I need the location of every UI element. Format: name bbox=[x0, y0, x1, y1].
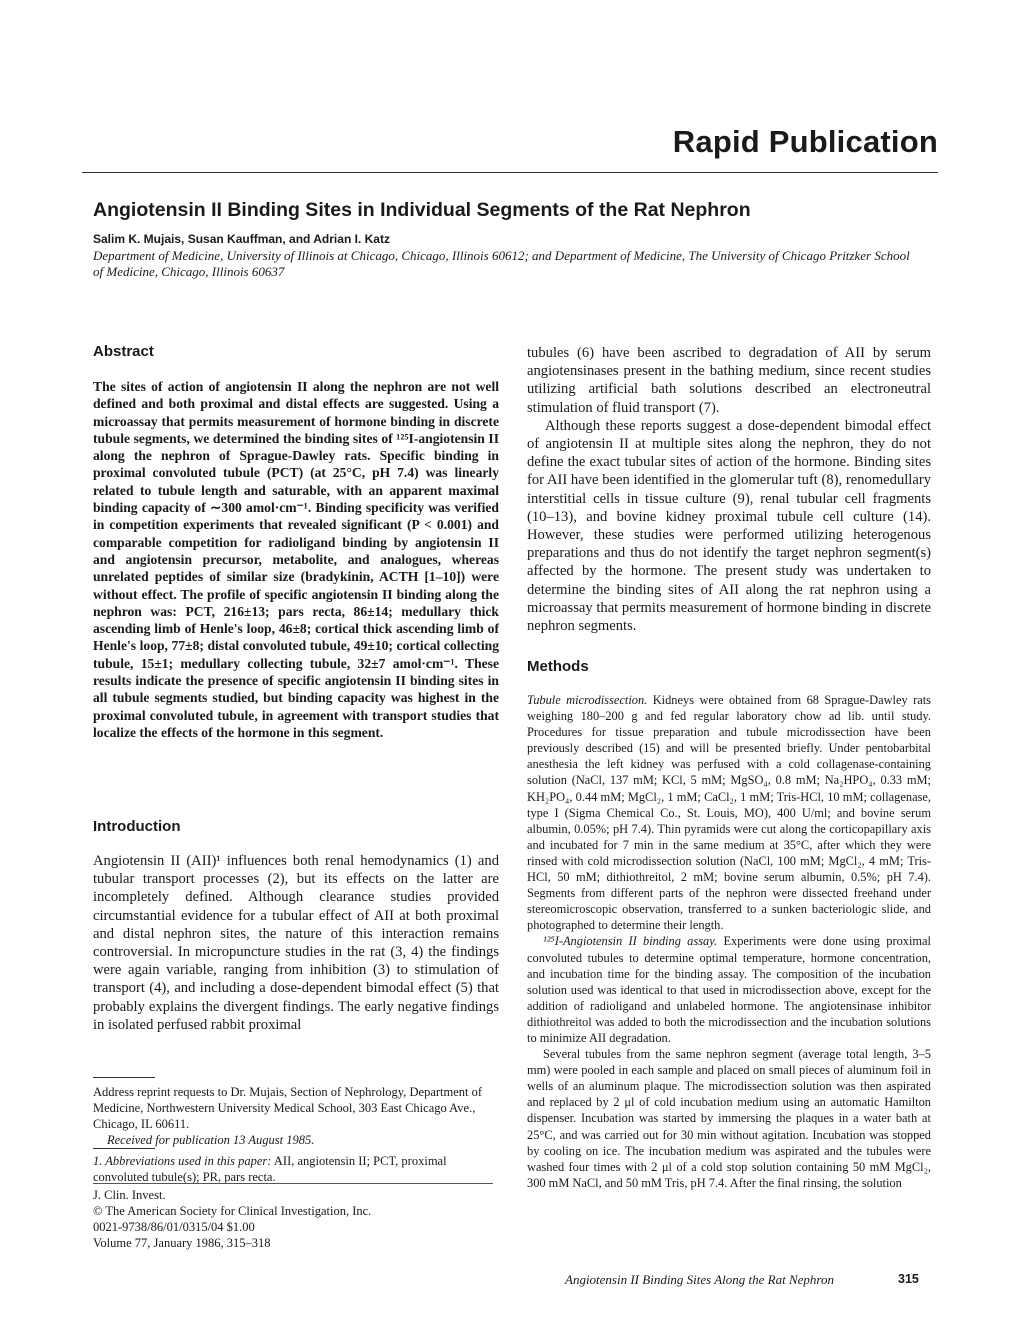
methods-subhead-binding-assay: ¹²⁵I-Angiotensin II binding assay. bbox=[543, 934, 718, 949]
article-title: Angiotensin II Binding Sites in Individual Segments of the Rat Nephron bbox=[93, 199, 751, 221]
right-intro-body bbox=[527, 344, 931, 635]
footnote-abbrev-label: 1. Abbreviations used in this paper: bbox=[93, 1154, 272, 1168]
footnote-short-rule bbox=[93, 1077, 155, 1078]
footnote-reprint: Address reprint requests to Dr. Mujais, Section of Nephrology, Department of Medicine, Northwestern University Medical School, 303 East Chicago Ave., Chicago, IL 60611. bbox=[93, 1085, 483, 1131]
journal-copyright: © The American Society for Clinical Investigation, Inc. bbox=[93, 1204, 372, 1218]
journal-name: J. Clin. Invest. bbox=[93, 1188, 166, 1202]
methods-paragraph-2 bbox=[527, 933, 931, 1046]
methods-paragraph-1 bbox=[527, 692, 931, 933]
abstract-text: The sites of action of angiotensin II along the nephron are not well defined and both proximal and distal effects are suggested. Using a microassay that permits measurement of hormone binding in discrete tubule segments, we determined the binding sites of ¹²⁵I-angiotensin II along the nephron of Sprague-Dawley rats. Specific binding in proximal convoluted tubule (PCT) (at 25°C, pH 7.4) was linearly related to tubule length and saturable, with an apparent maximal binding capacity of ∼300 amol·cm⁻¹. Binding specificity was verified in competition experiments that revealed significant (P < 0.001) and comparable competition for radioligand binding by angiotensin II and angiotensin precursor, metabolite, and analogues, whereas unrelated peptides of similar size (bradykinin, ACTH [1–10]) were without effect. The profile of specific angiotensin II binding along the nephron was: PCT, 216±13; pars recta, 86±14; medullary thick ascending limb of Henle's loop, 46±8; cortical thick ascending limb of Henle's loop, 77±8; distal convoluted tubule, 49±10; cortical collecting tubule, 15±1; medullary collecting tubule, 32±7 amol·cm⁻¹. These results indicate the presence of specific angiotensin II binding sites in all tubule segments studied, but binding capacity was highest in the proximal convoluted tubule, in agreement with transport studies that localize the effects of the hormone in this segment. bbox=[93, 379, 499, 740]
footnote-short-rule-2 bbox=[93, 1148, 155, 1149]
abstract-body bbox=[93, 378, 499, 741]
journal-volume: Volume 77, January 1986, 315–318 bbox=[93, 1236, 271, 1250]
methods-text-1: Kidneys were obtained from 68 Sprague-Dawley rats weighing 180–200 g and fed regular laboratory chow ad lib. until study. Procedures for tissue preparation and tubule microdissection have been previously described (15) and will be presented briefly. Under pentobarbital anesthesia the left kidney was perfused with a cold collagenase-containing solution (NaCl, 137 mM; KCl, 5 mM; MgSO₄, 0.8 mM; Na₂HPO₄, 0.33 mM; KH₂PO₄, 0.44 mM; MgCl₂, 1 mM; CaCl₂, 1 mM; Tris-HCl, 10 mM; collagenase, type I (Sigma Chemical Co., St. Louis, MO), 400 U/ml; and bovine serum albumin, 0.05%; pH 7.4). Thin pyramids were cut along the corticopapillary axis and incubated for 7 min in the same medium at 35°C, after which they were rinsed with cold microdissection solution (NaCl, 100 mM; MgCl₂, 4 mM; Tris-HCl, 50 mM; dithiothreitol, 2 mM; bovine serum albumin, 0.5%; pH 7.4). Segments from different parts of the nephron were dissected freehand under stereomicroscopic observation, transferred to a sunken bacteriologic slide, and photographed to determine their length. bbox=[527, 693, 931, 933]
footnote-abbreviations bbox=[93, 1153, 499, 1185]
introduction-heading bbox=[93, 818, 499, 835]
methods-heading-text: Methods bbox=[527, 658, 589, 675]
footnote-reprint-block bbox=[93, 1084, 499, 1148]
header-rule bbox=[82, 172, 938, 173]
intro-continued-paragraph: tubules (6) have been ascribed to degradation of AII by serum angiotensinases present in the bathing medium, since recent studies utilizing artificial bath solutions described an electroneutral stimulation of fluid transport (7). bbox=[527, 345, 931, 416]
abstract-heading bbox=[93, 343, 499, 360]
methods-heading bbox=[527, 658, 931, 675]
abstract-heading-text: Abstract bbox=[93, 343, 154, 360]
methods-text-2: Experiments were done using proximal convoluted tubules to determine optimal temperature, hormone concentration, and incubation time for the binding assay. The composition of the incubation solution used was identical to that used in microdissection above, except for the addition of radioligand and unlabeled hormone. The angiotensinase inhibitor dithiothreitol was added to both the microdissection and the incubation solutions to minimize AII degradation. bbox=[527, 934, 931, 1045]
methods-subhead-microdissection: Tubule microdissection. bbox=[527, 693, 648, 707]
page-number: 315 bbox=[898, 1272, 919, 1286]
article-affiliation: Department of Medicine, University of Illinois at Chicago, Chicago, Illinois 60612; and Department of Medicine, The University of Chicago Pritzker School of Medicine, Chicago, Illinois 60637 bbox=[93, 248, 910, 279]
running-title: Angiotensin II Binding Sites Along the Rat Nephron bbox=[565, 1272, 835, 1287]
methods-paragraph-3: Several tubules from the same nephron segment (average total length, 3–5 mm) were pooled in each sample and placed on small pieces of aluminum foil in wells of an aluminum plaque. The microdissection solution was then aspirated and replaced by 2 μl of cold incubation medium using an automatic Hamilton dispenser. Incubation was started by immersing the plaques in a water bath at 25°C, and was carried out for 30 min without agitation. Incubation was stopped by cooling on ice. The incubation medium was aspirated and the tubules were washed four times with 2 μl of a cold stop solution containing 50 mM MgCl₂, 300 mM NaCl, and 50 mM Tris, pH 7.4. After the final rinsing, the solution bbox=[527, 1047, 931, 1190]
article-authors: Salim K. Mujais, Susan Kauffman, and Adrian I. Katz bbox=[93, 232, 390, 246]
footnote-abbrev-text: AII, angiotensin II; PCT, proximal convoluted tubule(s); PR, pars recta. bbox=[93, 1154, 447, 1184]
introduction-body bbox=[93, 852, 499, 1034]
introduction-heading-text: Introduction bbox=[93, 818, 181, 835]
journal-code: 0021-9738/86/01/0315/04 $1.00 bbox=[93, 1220, 255, 1234]
section-label: Rapid Publication bbox=[672, 124, 938, 159]
journal-info-block bbox=[93, 1187, 499, 1251]
intro-paragraph-2: Although these reports suggest a dose-dependent bimodal effect of angiotensin II at multiple sites along the nephron, they do not define the exact tubular sites of action of the hormone. Binding sites for AII have been identified in the glomerular tuft (8), renomedullary interstitial cells in tissue culture (9), renal tubular cell fragments (10–13), and bovine kidney proximal tubule cell culture (14). However, these studies were performed utilizing heterogenous preparations and thus do not identify the target nephron segment(s) affected by the hormone. The present study was undertaken to determine the binding sites of AII along the rat nephron using a microassay that permits measurement of hormone binding in discrete nephron segments. bbox=[527, 417, 931, 635]
footnote-abbrev-block bbox=[93, 1153, 499, 1185]
footnote-received: Received for publication 13 August 1985. bbox=[107, 1133, 315, 1147]
footnote-long-rule bbox=[93, 1183, 493, 1184]
methods-body bbox=[527, 692, 931, 1191]
introduction-text: Angiotensin II (AII)¹ influences both renal hemodynamics (1) and tubular transport processes (2), but its effects on the latter are incompletely defined. Although clearance studies provided circumstantial evidence for a tubular effect of AII at both proximal and distal nephron sites, the nature of this interaction remains controversial. In micropuncture studies in the rat (3, 4) the findings were again variable, ranging from inhibition (3) to stimulation of transport (4), and including a dose-dependent bimodal effect (5) that probably explains the divergent findings. The early negative findings in isolated perfused rabbit proximal bbox=[93, 853, 499, 1033]
